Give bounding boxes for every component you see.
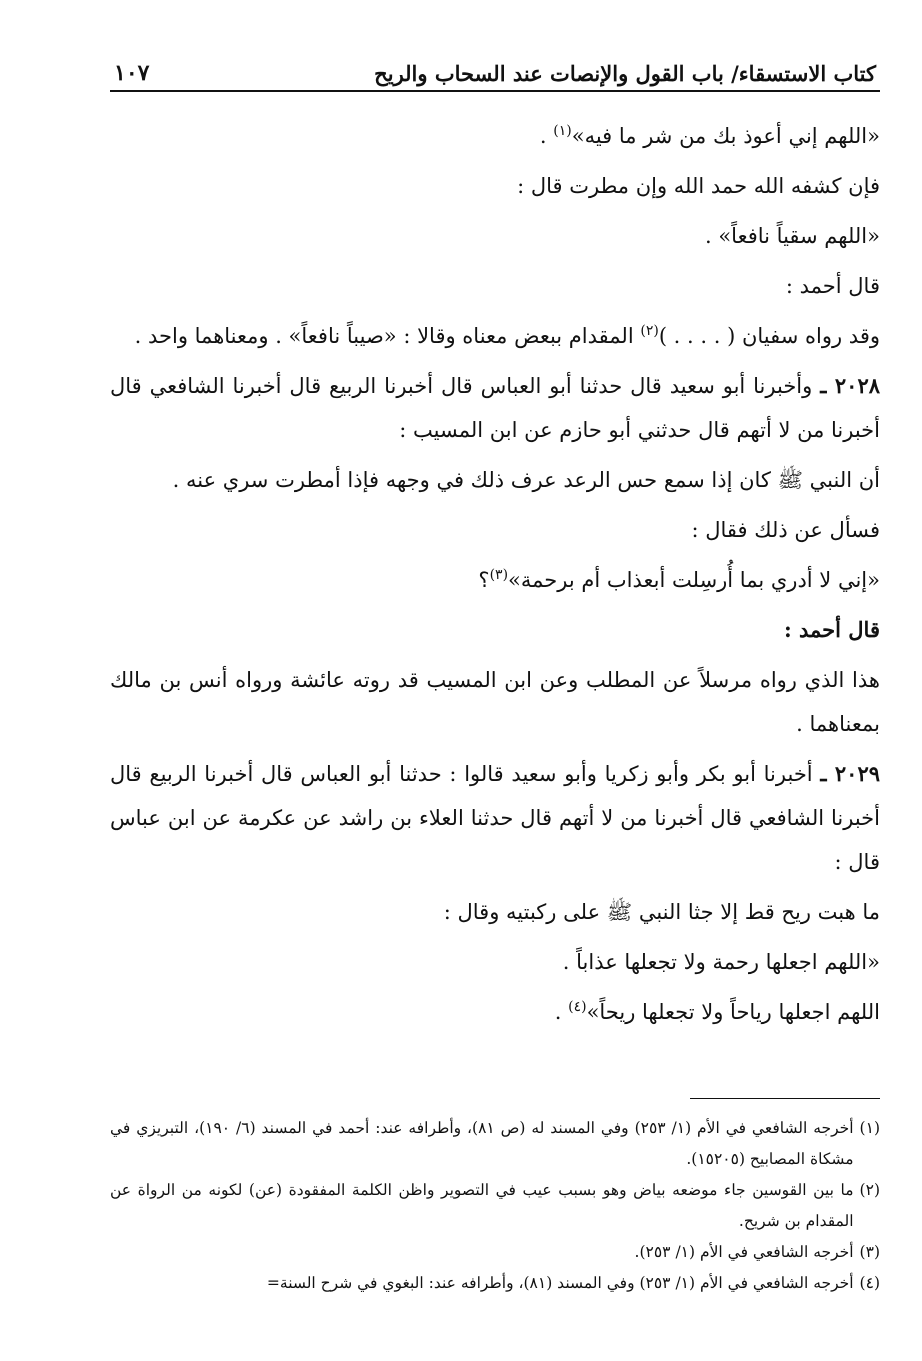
main-text — [110, 114, 880, 1034]
paragraph — [110, 558, 880, 602]
chapter-title: كتاب الاستسقاء/ باب القول والإنصات عند السحاب والريح — [374, 61, 876, 86]
footnote-number: (٣) — [859, 1243, 880, 1261]
text-run: المقدام ببعض معناه وقالا : «صيباً نافعاً» . ومعناهما واحد . — [134, 324, 641, 348]
footnote-number: (١) — [859, 1119, 880, 1137]
hadith-number: ٢٠٢٩ ـ — [820, 761, 881, 786]
footnotes — [110, 1098, 880, 1299]
paragraph — [110, 990, 880, 1034]
quote-text: «اللهم إني أعوذ بك من شر ما فيه» — [571, 124, 880, 148]
hadith-text: أخبرنا أبو بكر وأبو زكريا وأبو سعيد قالوا : حدثنا أبو العباس قال أخبرنا الربيع قال أخبرنا الشافعي قال أخبرنا من لا أتهم قال حدثنا العلاء بن راشد عن عكرمة عن ابن عباس قال : — [110, 762, 880, 874]
footnote-ref: (٣) — [489, 567, 509, 583]
footnote — [110, 1175, 880, 1237]
footnote-divider — [690, 1098, 880, 1099]
punctuation: . — [539, 124, 554, 148]
footnote-text: أخرجه الشافعي في الأم (١/ ٢٥٣). — [634, 1243, 854, 1261]
hadith-2028 — [110, 364, 880, 452]
punctuation: . — [554, 1000, 569, 1024]
footnote-text: أخرجه الشافعي في الأم (١/ ٢٥٣) وفي المسند له (ص ٨١)، وأطرافه عند: أحمد في المسند (٦/ ١٩٠)، التبريزي في مشكاة المصابيح (١٥٢٠٥). — [110, 1119, 854, 1168]
footnote — [110, 1237, 880, 1268]
paragraph: هذا الذي رواه مرسلاً عن المطلب وعن ابن المسيب قد روته عائشة ورواه أنس بن مالك بمعناهما . — [110, 668, 880, 736]
punctuation: ؟ — [478, 568, 490, 592]
hadith-2029 — [110, 752, 880, 884]
paragraph: «اللهم اجعلها رحمة ولا تجعلها عذاباً . — [562, 950, 880, 974]
paragraph: قال أحمد : — [783, 617, 880, 642]
paragraph: فسأل عن ذلك فقال : — [691, 518, 880, 542]
page-number: ١٠٧ — [114, 60, 150, 86]
footnote — [110, 1268, 880, 1299]
footnote-number: (٤) — [859, 1274, 880, 1292]
footnote-number: (٢) — [859, 1181, 880, 1199]
quote-text: «إني لا أدري بما أُرسِلت أبعذاب أم برحمة» — [508, 568, 880, 592]
hadith-text: وأخبرنا أبو سعيد قال حدثنا أبو العباس قال أخبرنا الربيع قال أخبرنا الشافعي قال أخبرنا من لا أتهم قال حدثني أبو حازم عن ابن المسيب : — [110, 374, 880, 442]
quote-text: اللهم اجعلها رياحاً ولا تجعلها ريحاً» — [586, 1000, 880, 1024]
paragraph — [110, 314, 880, 358]
footnote-text: ما بين القوسين جاء موضعه بياض وهو بسبب عيب في التصوير واظن الكلمة المفقودة (عن) لكونه من الرواة عن المقدام بن شريح. — [110, 1181, 854, 1230]
footnote — [110, 1113, 880, 1175]
paragraph: ما هبت ريح قط إلا جثا النبي ﷺ على ركبتيه وقال : — [443, 900, 880, 924]
running-header — [110, 52, 880, 92]
paragraph: قال أحمد : — [785, 274, 880, 298]
paragraph — [110, 114, 880, 158]
hadith-number: ٢٠٢٨ ـ — [820, 373, 881, 398]
footnote-ref: (١) — [553, 123, 572, 139]
paragraph: أن النبي ﷺ كان إذا سمع حس الرعد عرف ذلك في وجهه فإذا أمطرت سري عنه . — [172, 468, 880, 492]
text-run: وقد رواه سفيان ( . . . . ) — [658, 324, 880, 348]
footnote-ref: (٢) — [640, 323, 659, 339]
paragraph: فإن كشفه الله حمد الله وإن مطرت قال : — [517, 174, 880, 198]
book-page — [110, 52, 880, 1342]
footnote-text: أخرجه الشافعي في الأم (١/ ٢٥٣) وفي المسند (٨١)، وأطرافه عند: البغوي في شرح السنة= — [266, 1274, 854, 1292]
footnote-ref: (٤) — [568, 999, 587, 1015]
paragraph: «اللهم سقياً نافعاً» . — [704, 224, 880, 248]
